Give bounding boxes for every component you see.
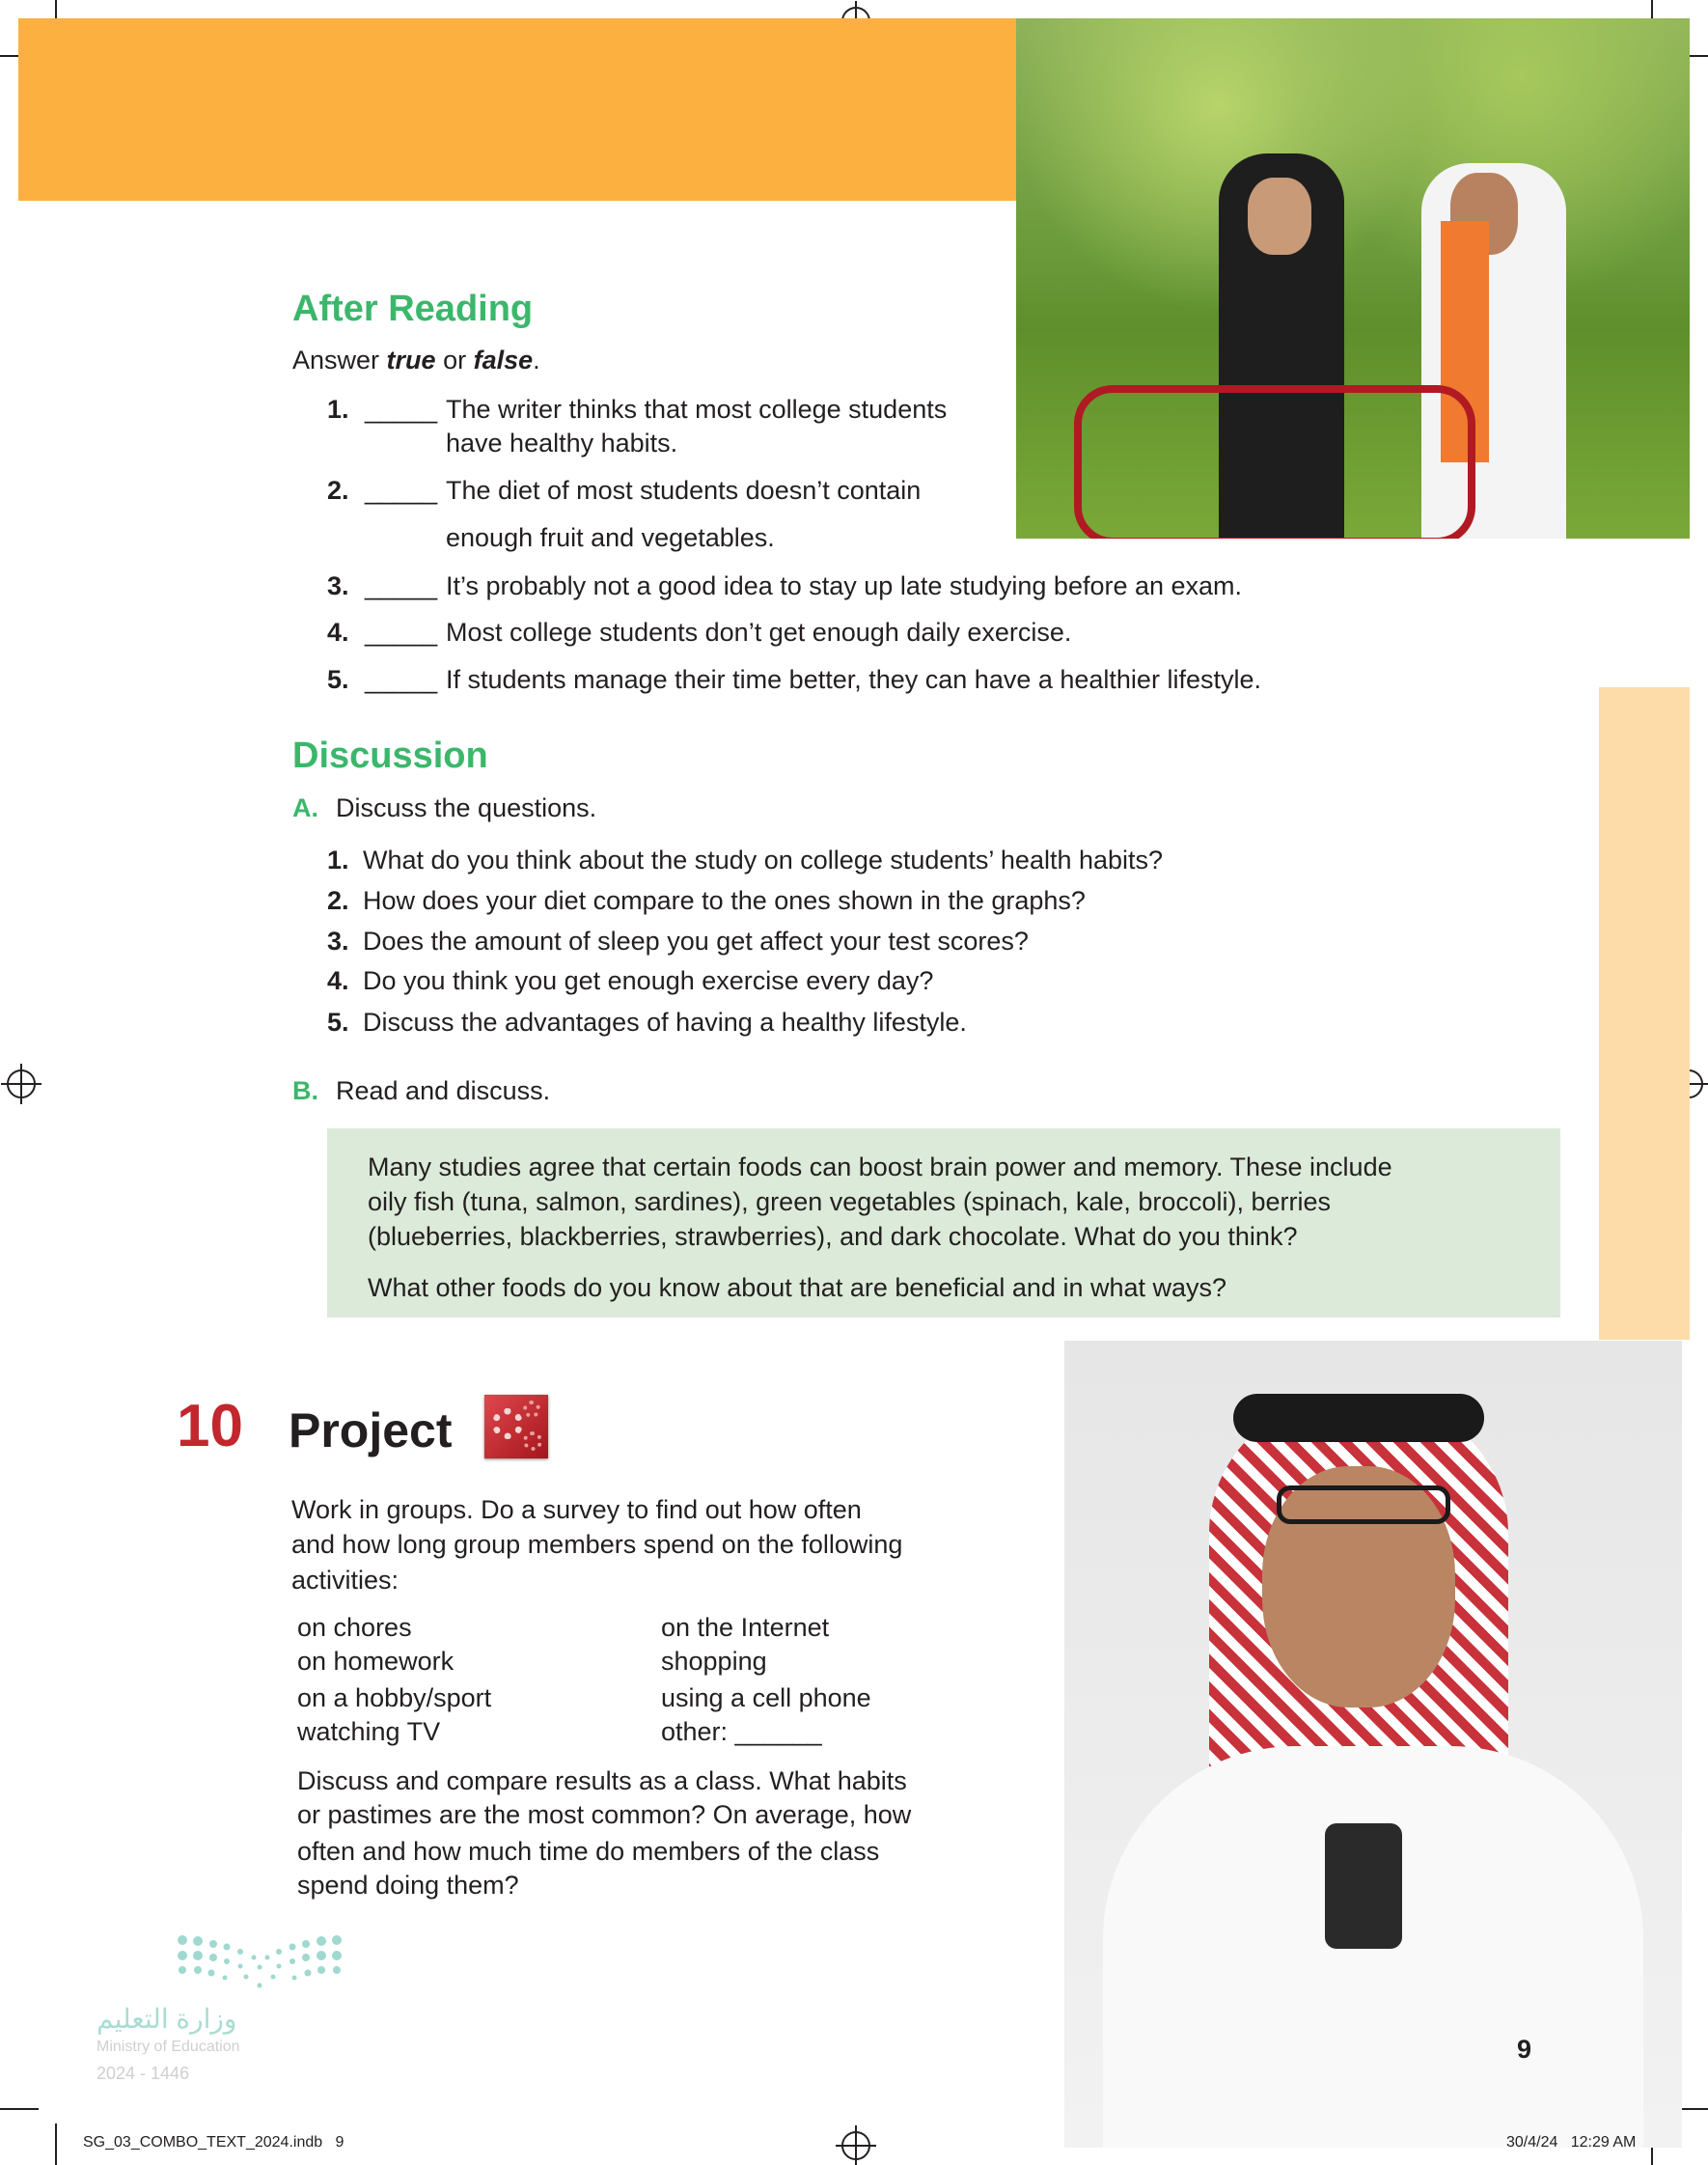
question-number: 1. [327, 846, 349, 874]
activity-item: other: ______ [661, 1717, 822, 1746]
activity-item: using a cell phone [661, 1683, 871, 1712]
section-b-instruction: Read and discuss. [336, 1076, 551, 1105]
discussion-heading: Discussion [292, 736, 488, 776]
answer-blank[interactable]: _____ [365, 618, 438, 647]
project-outro: Discuss and compare results as a class. What habits [297, 1766, 907, 1795]
gears-icon [484, 1395, 548, 1458]
answer-blank[interactable]: _____ [365, 571, 438, 600]
item-number: 4. [327, 618, 349, 647]
footer-filename: SG_03_COMBO_TEXT_2024.indb 9 [83, 2134, 344, 2151]
footer-date: 30/4/24 12:29 AM [1506, 2134, 1637, 2151]
reading-box-text: What other foods do you know about that are beneficial and in what ways? [368, 1273, 1227, 1302]
crop-mark [0, 2108, 39, 2110]
question-text: How does your diet compare to the ones shown in the graphs? [363, 886, 1086, 915]
answer-blank[interactable]: _____ [365, 476, 438, 505]
ministry-logo-dots [177, 1934, 343, 1988]
activity-item: watching TV [297, 1717, 441, 1746]
item-number: 5. [327, 665, 349, 694]
project-intro: and how long group members spend on the following [291, 1530, 903, 1559]
activity-item: on the Internet [661, 1613, 830, 1642]
project-outro: spend doing them? [297, 1871, 519, 1900]
section-a-instruction: Discuss the questions. [336, 793, 597, 822]
question-number: 4. [327, 966, 349, 995]
reading-box-text: (blueberries, blackberries, strawberries), and dark chocolate. What do you think? [368, 1222, 1298, 1251]
item-number: 2. [327, 476, 349, 505]
project-outro: or pastimes are the most common? On average, how [297, 1800, 912, 1829]
crop-mark [55, 2123, 57, 2165]
section-a-letter: A. [292, 793, 318, 822]
statement-text: enough fruit and vegetables. [446, 523, 775, 552]
item-number: 3. [327, 571, 349, 600]
answer-blank[interactable]: _____ [365, 395, 438, 424]
question-text: Do you think you get enough exercise every day? [363, 966, 934, 995]
answer-blank[interactable]: _____ [365, 665, 438, 694]
ministry-logo-arabic: وزارة التعليم [96, 2004, 237, 2034]
statement-text: The diet of most students doesn’t contain [446, 476, 922, 505]
statement-text: It’s probably not a good idea to stay up late studying before an exam. [446, 571, 1243, 600]
project-intro: Work in groups. Do a survey to find out how often [291, 1495, 862, 1524]
photo-man-with-phone [1064, 1341, 1682, 2148]
statement-text: If students manage their time better, they can have a healthier lifestyle. [446, 665, 1261, 694]
item-number: 1. [327, 395, 349, 424]
question-number: 2. [327, 886, 349, 915]
statement-text: Most college students don’t get enough daily exercise. [446, 618, 1072, 647]
statement-text: The writer thinks that most college students [446, 395, 948, 424]
project-outro: often and how much time do members of the class [297, 1837, 880, 1866]
project-intro: activities: [291, 1566, 399, 1595]
activity-item: shopping [661, 1647, 767, 1676]
ministry-logo-year: 2024 - 1446 [96, 2064, 190, 2083]
question-text: What do you think about the study on college students’ health habits? [363, 846, 1164, 874]
reading-box-text: oily fish (tuna, salmon, sardines), green vegetables (spinach, kale, broccoli), berries [368, 1187, 1331, 1216]
project-heading: Project [289, 1403, 453, 1457]
registration-mark-icon [7, 1069, 36, 1098]
after-reading-instruction: Answer true or false. [292, 346, 540, 375]
orange-header-band [18, 18, 1016, 201]
statement-text: have healthy habits. [446, 429, 678, 458]
activity-item: on homework [297, 1647, 455, 1676]
activity-item: on a hobby/sport [297, 1683, 492, 1712]
after-reading-heading: After Reading [292, 289, 534, 329]
reading-box-text: Many studies agree that certain foods can boost brain power and memory. These include [368, 1152, 1392, 1181]
registration-mark-icon [841, 2131, 870, 2160]
reading-box [327, 1128, 1560, 1318]
question-number: 5. [327, 1008, 349, 1037]
ministry-logo-english: Ministry of Education [96, 2039, 240, 2055]
page-number: 9 [1517, 2035, 1532, 2064]
question-text: Does the amount of sleep you get affect your test scores? [363, 927, 1029, 956]
photo-two-young-men-with-bicycle [1016, 18, 1690, 539]
question-text: Discuss the advantages of having a healthy lifestyle. [363, 1008, 967, 1037]
activity-item: on chores [297, 1613, 412, 1642]
project-number: 10 [177, 1393, 243, 1459]
question-number: 3. [327, 927, 349, 956]
section-b-letter: B. [292, 1076, 318, 1105]
peach-side-strip [1599, 687, 1690, 1340]
